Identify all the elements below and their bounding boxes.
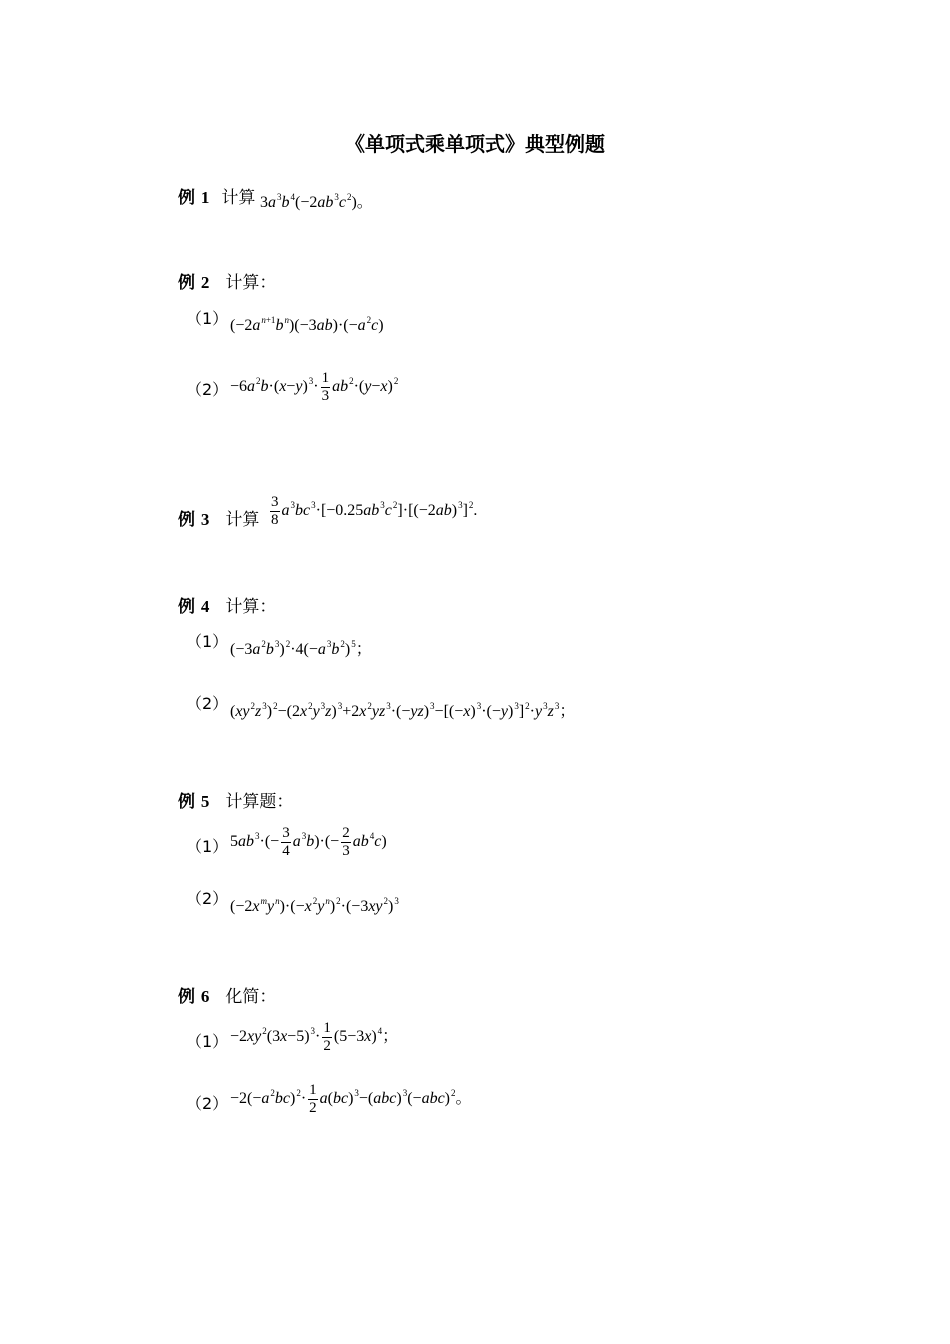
example-instruction: 计算 xyxy=(221,188,256,208)
example-instruction: 计算： xyxy=(225,597,277,617)
semicolon: ； xyxy=(355,639,372,658)
period: 。 xyxy=(455,1088,472,1108)
part-label: （1） xyxy=(186,632,229,651)
example-instruction: 计算题： xyxy=(225,792,294,812)
example-number: 5 xyxy=(200,792,210,811)
example-instruction: 计算 xyxy=(225,510,260,530)
example-label: 例 xyxy=(178,188,195,208)
example-4-part-2-expression: $(xy^2z^3)^2-(2x^2y^3z)^3+2x^2yz^3\cdot(-yz)^3-[(-x)^3\cdot(-y)^3]^2\cdot y^3z^3$； xyxy=(230,701,576,720)
example-2-heading xyxy=(178,268,276,293)
part-label: （2） xyxy=(186,889,229,908)
page-title: 《单项式乘单项式》典型例题 xyxy=(345,132,605,156)
fraction: $\frac{3}{4}$ xyxy=(282,825,290,859)
period: . xyxy=(473,502,478,520)
fraction: $\frac{1}{2}$ xyxy=(323,1020,331,1054)
part-label: （1） xyxy=(186,837,229,856)
example-5-part-2-expression: $(-2x^my^n)\cdot(-x^2y^n)^2\cdot(-3xy^2)^3$ xyxy=(230,896,399,915)
example-4-part-1-expression: $(-3a^2b^3)^2\cdot 4(-a^3b^2)^5$； xyxy=(230,639,372,658)
example-2-part-2-expression: $-6a^2b\cdot(x-y)^3\cdot$ $\frac{1}{3}$ $ab^2\cdot(y-x)^2$ xyxy=(230,370,399,404)
example-instruction: 化简： xyxy=(225,987,277,1007)
example-number: 3 xyxy=(200,510,210,529)
example-label: 例 xyxy=(178,597,195,617)
part-label: （1） xyxy=(186,1032,229,1051)
example-5-heading xyxy=(178,787,293,812)
fraction: $\frac{3}{8}$ xyxy=(271,494,279,528)
period: 。 xyxy=(356,192,373,211)
example-label: 例 xyxy=(178,510,195,530)
example-label: 例 xyxy=(178,273,195,293)
example-3-expression: $\frac{3}{8}$ $a^3bc^3\cdot[-0.25ab^3c^2]\cdot[(-2ab)^3]^2$. xyxy=(271,494,478,528)
fraction: $\frac{2}{3}$ xyxy=(342,825,350,859)
example-4-heading xyxy=(178,592,276,617)
semicolon: ； xyxy=(382,1026,399,1046)
semicolon: ； xyxy=(559,701,576,720)
fraction: $\frac{1}{2}$ xyxy=(309,1082,317,1116)
example-6-part-2-expression: $-2(-a^2bc)^2\cdot$ $\frac{1}{2}$ $a(bc)^3-(abc)^3(-abc)^2$。 xyxy=(230,1082,472,1116)
part-label: （2） xyxy=(186,1094,229,1113)
example-2-part-1-expression: $(-2a^{n+1}b^n)(-3ab)\cdot(-a^2c)$ xyxy=(230,315,384,334)
example-3-heading xyxy=(178,505,259,530)
example-instruction: 计算： xyxy=(225,273,277,293)
example-6-part-1-expression: $-2xy^2(3x-5)^3\cdot$ $\frac{1}{2}$ $(5-3x)^4$； xyxy=(230,1020,399,1054)
example-number: 1 xyxy=(200,188,210,207)
example-5-part-1-expression: $5ab^3\cdot(-$ $\frac{3}{4}$ $a^3b)\cdot(-$ $\frac{2}{3}$ $ab^4c$) xyxy=(230,825,387,859)
example-1-heading xyxy=(178,183,255,208)
example-number: 6 xyxy=(200,987,210,1006)
example-number: 4 xyxy=(200,597,210,616)
part-label: （1） xyxy=(186,309,229,328)
example-1-expression: $3a^3b^4(-2ab^3c^2)$。 xyxy=(260,192,373,211)
example-label: 例 xyxy=(178,987,195,1007)
part-label: （2） xyxy=(186,380,229,399)
fraction: $\frac{1}{3}$ xyxy=(321,370,330,404)
example-label: 例 xyxy=(178,792,195,812)
example-6-heading xyxy=(178,982,276,1007)
part-label: （2） xyxy=(186,694,229,713)
example-number: 2 xyxy=(200,273,210,292)
